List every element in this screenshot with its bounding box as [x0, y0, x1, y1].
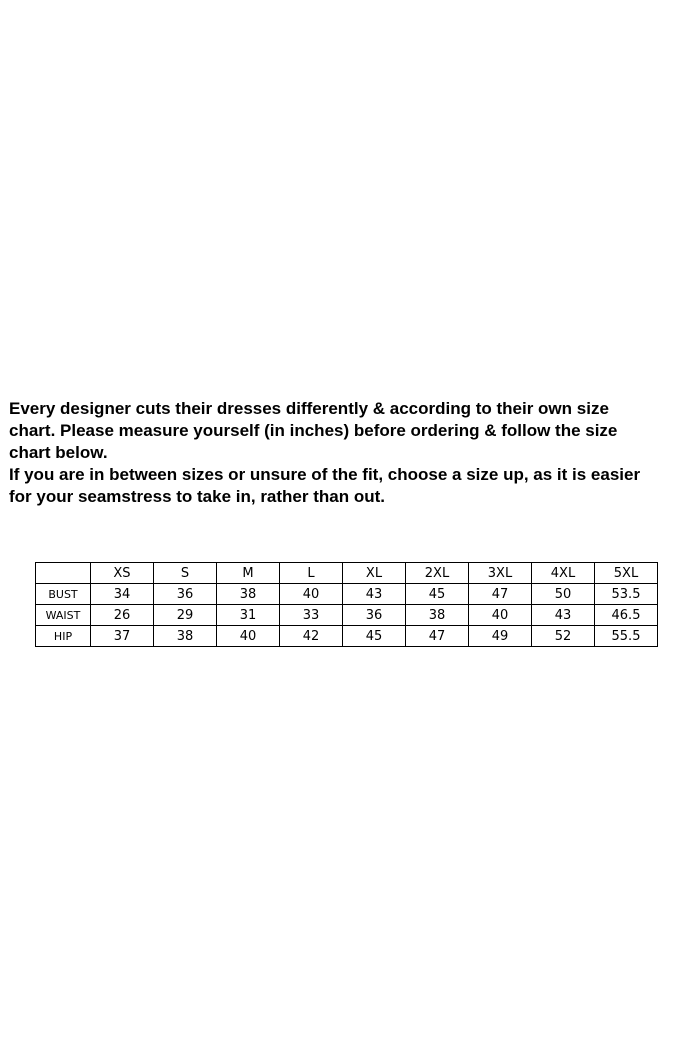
table-cell: 40 [469, 605, 532, 626]
table-cell: 55.5 [595, 626, 658, 647]
instruction-line: If you are in between sizes or unsure of the fit, choose a size up, as it is easier [9, 465, 641, 484]
size-header-2xl: 2XL [406, 563, 469, 584]
table-cell: 45 [343, 626, 406, 647]
table-cell: 49 [469, 626, 532, 647]
table-cell: 33 [280, 605, 343, 626]
table-corner-cell [36, 563, 91, 584]
table-cell: 45 [406, 584, 469, 605]
table-row-hip [36, 626, 658, 647]
row-label-hip: HIP [36, 626, 91, 647]
table-cell: 47 [469, 584, 532, 605]
size-header-5xl: 5XL [595, 563, 658, 584]
table-cell: 36 [154, 584, 217, 605]
table-cell: 38 [217, 584, 280, 605]
size-header-xs: XS [91, 563, 154, 584]
table-cell: 38 [406, 605, 469, 626]
row-label-waist: WAIST [36, 605, 91, 626]
table-cell: 31 [217, 605, 280, 626]
size-header-4xl: 4XL [532, 563, 595, 584]
table-cell: 52 [532, 626, 595, 647]
row-label-bust: BUST [36, 584, 91, 605]
table-cell: 46.5 [595, 605, 658, 626]
size-header-s: S [154, 563, 217, 584]
table-cell: 50 [532, 584, 595, 605]
size-header-3xl: 3XL [469, 563, 532, 584]
table-row-bust [36, 584, 658, 605]
size-chart-table [35, 562, 658, 647]
table-cell: 37 [91, 626, 154, 647]
table-row-waist [36, 605, 658, 626]
table-cell: 40 [217, 626, 280, 647]
table-cell: 26 [91, 605, 154, 626]
instruction-line: Every designer cuts their dresses differently & according to their own size [9, 399, 609, 418]
table-cell: 40 [280, 584, 343, 605]
table-cell: 53.5 [595, 584, 658, 605]
size-header-xl: XL [343, 563, 406, 584]
instruction-line: chart below. [9, 443, 108, 462]
table-cell: 38 [154, 626, 217, 647]
table-cell: 43 [532, 605, 595, 626]
table-cell: 36 [343, 605, 406, 626]
table-cell: 43 [343, 584, 406, 605]
table-cell: 42 [280, 626, 343, 647]
size-chart-instructions [9, 398, 695, 508]
table-cell: 34 [91, 584, 154, 605]
table-cell: 47 [406, 626, 469, 647]
table-header-row [36, 563, 658, 584]
instruction-line: for your seamstress to take in, rather than out. [9, 487, 385, 506]
size-header-l: L [280, 563, 343, 584]
instruction-line: chart. Please measure yourself (in inches) before ordering & follow the size [9, 421, 618, 440]
table-cell: 29 [154, 605, 217, 626]
size-header-m: M [217, 563, 280, 584]
